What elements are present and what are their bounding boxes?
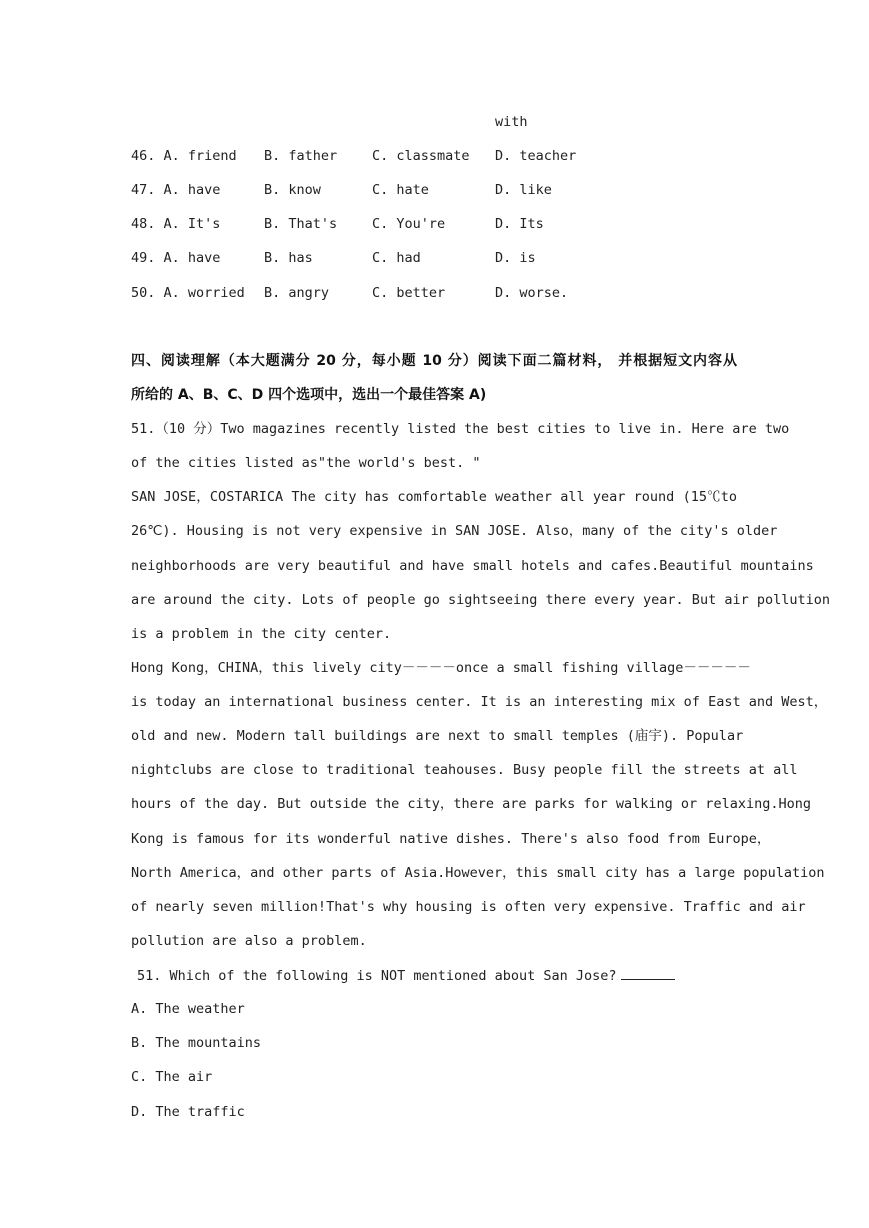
option-c: C. hate xyxy=(372,182,429,198)
passage-line: hours of the day. But outside the city，there are parks for walking or relaxing.Hong xyxy=(131,796,811,812)
question-number: 48. xyxy=(131,216,156,232)
option-c: C. You're xyxy=(372,216,446,232)
answer-blank[interactable] xyxy=(621,965,675,980)
option-c: C. had xyxy=(372,250,421,266)
passage-line: are around the city. Lots of people go sightseeing there every year. But air pollution xyxy=(131,592,830,608)
passage-line: of nearly seven million!That's why housing is often very expensive. Traffic and air xyxy=(131,899,806,915)
option-b: B. father xyxy=(264,148,338,164)
question-number: 46. xyxy=(131,148,156,164)
passage-line: neighborhoods are very beautiful and have small hotels and cafes.Beautiful mountains xyxy=(131,558,814,574)
answer-option: B. The mountains xyxy=(131,1035,262,1051)
passage-line: old and new. Modern tall buildings are next to small temples (庙宇). Popular xyxy=(131,728,744,744)
option-a: 48. A. It's xyxy=(131,216,221,232)
section-heading-line1: 四、阅读理解（本大题满分 20 分，每小题 10 分）阅读下面二篇材料， 并根据短文内容从 xyxy=(131,353,737,369)
question-number: 47. xyxy=(131,182,156,198)
question-number: 49. xyxy=(131,250,156,266)
passage-line: Kong is famous for its wonderful native dishes. There's also food from Europe， xyxy=(131,831,771,847)
option-d: D. worse. xyxy=(495,285,569,301)
answer-option: D. The traffic xyxy=(131,1104,245,1120)
passage-line: of the cities listed as"the world's best. " xyxy=(131,455,481,471)
option-c: C. better xyxy=(372,285,446,301)
option-b: B. know xyxy=(264,182,321,198)
option-a: 50. A. worried xyxy=(131,285,245,301)
option-d: D. Its xyxy=(495,216,544,232)
option-a: 49. A. have xyxy=(131,250,221,266)
option-d: D. is xyxy=(495,250,536,266)
option-d: D. like xyxy=(495,182,552,198)
option-b: B. That's xyxy=(264,216,338,232)
section-heading-line2: 所给的 A、B、C、D 四个选项中，选出一个最佳答案 A) xyxy=(131,387,487,403)
passage-line: is a problem in the city center. xyxy=(131,626,392,642)
answer-option: C. The air xyxy=(131,1069,213,1085)
passage-line: SAN JOSE，COSTARICA The city has comfortable weather all year round (15℃to xyxy=(131,489,737,505)
passage-line: pollution are also a problem. xyxy=(131,933,367,949)
option-c: C. classmate xyxy=(372,148,470,164)
passage-line: Hong Kong，CHINA，this lively city－－－－once a small fishing village－－－－－ xyxy=(131,660,751,676)
option-b: B. angry xyxy=(264,285,330,301)
option-d: D. teacher xyxy=(495,148,577,164)
answer-option: A. The weather xyxy=(131,1001,245,1017)
passage-line: North America，and other parts of Asia.However，this small city has a large population xyxy=(131,865,825,881)
option-b: B. has xyxy=(264,250,313,266)
cloze-continuation-text: with xyxy=(495,114,528,130)
option-a: 46. A. friend xyxy=(131,148,237,164)
option-a: 47. A. have xyxy=(131,182,221,198)
question-number: 50. xyxy=(131,285,156,301)
passage-line: 51.（10 分）Two magazines recently listed the best cities to live in. Here are two xyxy=(131,421,790,437)
question-stem-row xyxy=(137,965,675,985)
passage-line: 26℃). Housing is not very expensive in SAN JOSE. Also，many of the city's older xyxy=(131,523,778,539)
question-stem: 51. Which of the following is NOT mentioned about San Jose? xyxy=(137,968,617,984)
passage-line: is today an international business center. It is an interesting mix of East and West， xyxy=(131,694,828,710)
passage-line: nightclubs are close to traditional teahouses. Busy people fill the streets at all xyxy=(131,762,798,778)
